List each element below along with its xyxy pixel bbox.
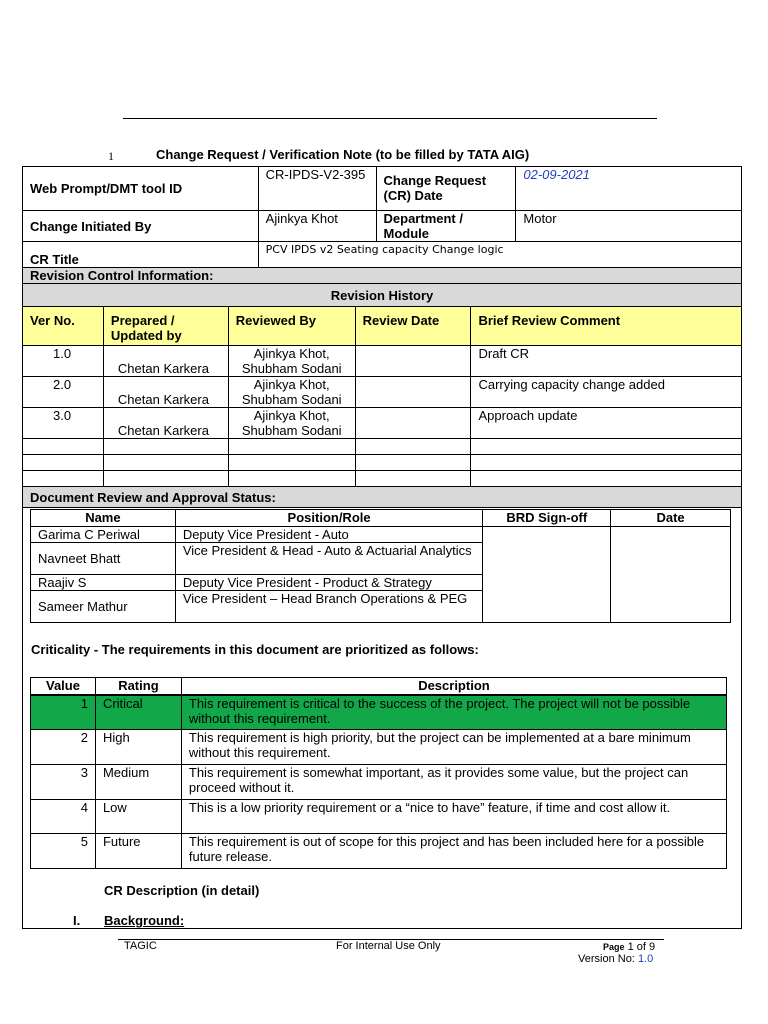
col-ver-no: Ver No. bbox=[23, 307, 104, 346]
table-row bbox=[23, 377, 742, 408]
ver-cell: 1.0 bbox=[23, 346, 104, 377]
col-review-date: Review Date bbox=[355, 307, 471, 346]
cr-title-value: PCV IPDS v2 Seating capacity Change logic bbox=[258, 242, 741, 268]
heading-number: 1 bbox=[108, 149, 114, 163]
cr-date-value: 02-09-2021 bbox=[516, 167, 742, 211]
approver-role: Deputy Vice President - Auto bbox=[175, 527, 483, 543]
crit-description: This requirement is critical to the success of the project. The project will not be possible without this requirement. bbox=[181, 695, 726, 730]
cr-description-title: CR Description (in detail) bbox=[104, 883, 260, 898]
crit-description: This requirement is high priority, but the project can be implemented at a bare minimum without this requirement. bbox=[181, 730, 726, 765]
revision-section-label: Revision Control Information: bbox=[23, 268, 742, 284]
info-table bbox=[22, 166, 742, 268]
table-row bbox=[31, 834, 727, 869]
crit-value: 1 bbox=[31, 695, 96, 730]
approver-name: Garima C Periwal bbox=[31, 527, 176, 543]
reviewed-cell: Ajinkya Khot, Shubham Sodani bbox=[228, 377, 355, 408]
comment-cell: Draft CR bbox=[471, 346, 742, 377]
criticality-table bbox=[30, 677, 727, 869]
crit-rating: Critical bbox=[95, 695, 181, 730]
footer-left: TAGIC bbox=[124, 940, 157, 952]
background-section-title: Background: bbox=[104, 913, 185, 928]
comment-cell: Carrying capacity change added bbox=[471, 377, 742, 408]
ver-cell: 2.0 bbox=[23, 377, 104, 408]
crit-value: 5 bbox=[31, 834, 96, 869]
table-row bbox=[31, 765, 727, 800]
approval-section-label: Document Review and Approval Status: bbox=[23, 487, 742, 508]
prepared-cell: Chetan Karkera bbox=[103, 346, 228, 377]
approver-role: Deputy Vice President - Product & Strategy bbox=[175, 575, 483, 591]
department-value: Motor bbox=[516, 211, 742, 242]
reviewed-cell: Ajinkya Khot, Shubham Sodani bbox=[228, 346, 355, 377]
approver-role: Vice President – Head Branch Operations & PEG bbox=[175, 591, 483, 623]
table-row bbox=[31, 800, 727, 834]
col-reviewed-by: Reviewed By bbox=[228, 307, 355, 346]
approver-name: Sameer Mathur bbox=[31, 591, 176, 623]
col-value: Value bbox=[31, 678, 96, 695]
comment-cell: Approach update bbox=[471, 408, 742, 439]
footer-center: For Internal Use Only bbox=[336, 940, 441, 952]
initiated-value: Ajinkya Khot bbox=[258, 211, 376, 242]
web-prompt-value: CR-IPDS-V2-395 bbox=[258, 167, 376, 211]
table-row bbox=[23, 346, 742, 377]
crit-description: This is a low priority requirement or a “nice to have” feature, if time and cost allow it. bbox=[181, 800, 726, 834]
crit-value: 2 bbox=[31, 730, 96, 765]
crit-value: 4 bbox=[31, 800, 96, 834]
table-row bbox=[23, 471, 742, 487]
table-row bbox=[23, 408, 742, 439]
date-cell bbox=[355, 346, 471, 377]
col-position: Position/Role bbox=[175, 510, 483, 527]
col-date: Date bbox=[611, 510, 731, 527]
page-number: Page 1 of 9 bbox=[603, 941, 656, 953]
header-rule bbox=[123, 118, 657, 119]
prepared-cell: Chetan Karkera bbox=[103, 377, 228, 408]
ver-cell: 3.0 bbox=[23, 408, 104, 439]
revision-history-label: Revision History bbox=[23, 284, 742, 307]
table-row bbox=[31, 527, 731, 543]
date-cell bbox=[355, 408, 471, 439]
version-number: Version No: 1.0 bbox=[578, 953, 654, 965]
criticality-intro: Criticality - The requirements in this document are prioritized as follows: bbox=[31, 642, 479, 657]
brd-signoff-cell bbox=[483, 527, 611, 623]
revision-table bbox=[22, 267, 742, 508]
crit-rating: High bbox=[95, 730, 181, 765]
table-row bbox=[23, 455, 742, 471]
col-prepared-by: Prepared / Updated by bbox=[103, 307, 228, 346]
col-rating: Rating bbox=[95, 678, 181, 695]
col-name: Name bbox=[31, 510, 176, 527]
initiated-label: Change Initiated By bbox=[23, 211, 259, 242]
col-brd-signoff: BRD Sign-off bbox=[483, 510, 611, 527]
signoff-date-cell bbox=[611, 527, 731, 623]
approver-name: Raajiv S bbox=[31, 575, 176, 591]
crit-description: This requirement is somewhat important, as it provides some value, but the project can proceed without it. bbox=[181, 765, 726, 800]
col-review-comment: Brief Review Comment bbox=[471, 307, 742, 346]
date-cell bbox=[355, 377, 471, 408]
department-label: Department / Module bbox=[376, 211, 516, 242]
reviewed-cell: Ajinkya Khot, Shubham Sodani bbox=[228, 408, 355, 439]
crit-value: 3 bbox=[31, 765, 96, 800]
col-description: Description bbox=[181, 678, 726, 695]
table-row bbox=[31, 695, 727, 730]
crit-rating: Medium bbox=[95, 765, 181, 800]
table-row bbox=[23, 439, 742, 455]
page-title: Change Request / Verification Note (to be filled by TATA AIG) bbox=[156, 147, 530, 162]
approver-role: Vice President & Head - Auto & Actuarial Analytics bbox=[175, 543, 483, 575]
web-prompt-label: Web Prompt/DMT tool ID bbox=[23, 167, 259, 211]
cr-date-label: Change Request (CR) Date bbox=[376, 167, 516, 211]
crit-rating: Low bbox=[95, 800, 181, 834]
prepared-cell: Chetan Karkera bbox=[103, 408, 228, 439]
background-section-number: I. bbox=[73, 913, 81, 928]
table-row bbox=[31, 730, 727, 765]
approval-table bbox=[30, 509, 731, 623]
cr-title-label: CR Title bbox=[23, 242, 259, 268]
approver-name: Navneet Bhatt bbox=[31, 543, 176, 575]
crit-description: This requirement is out of scope for this project and has been included here for a possible future release. bbox=[181, 834, 726, 869]
crit-rating: Future bbox=[95, 834, 181, 869]
